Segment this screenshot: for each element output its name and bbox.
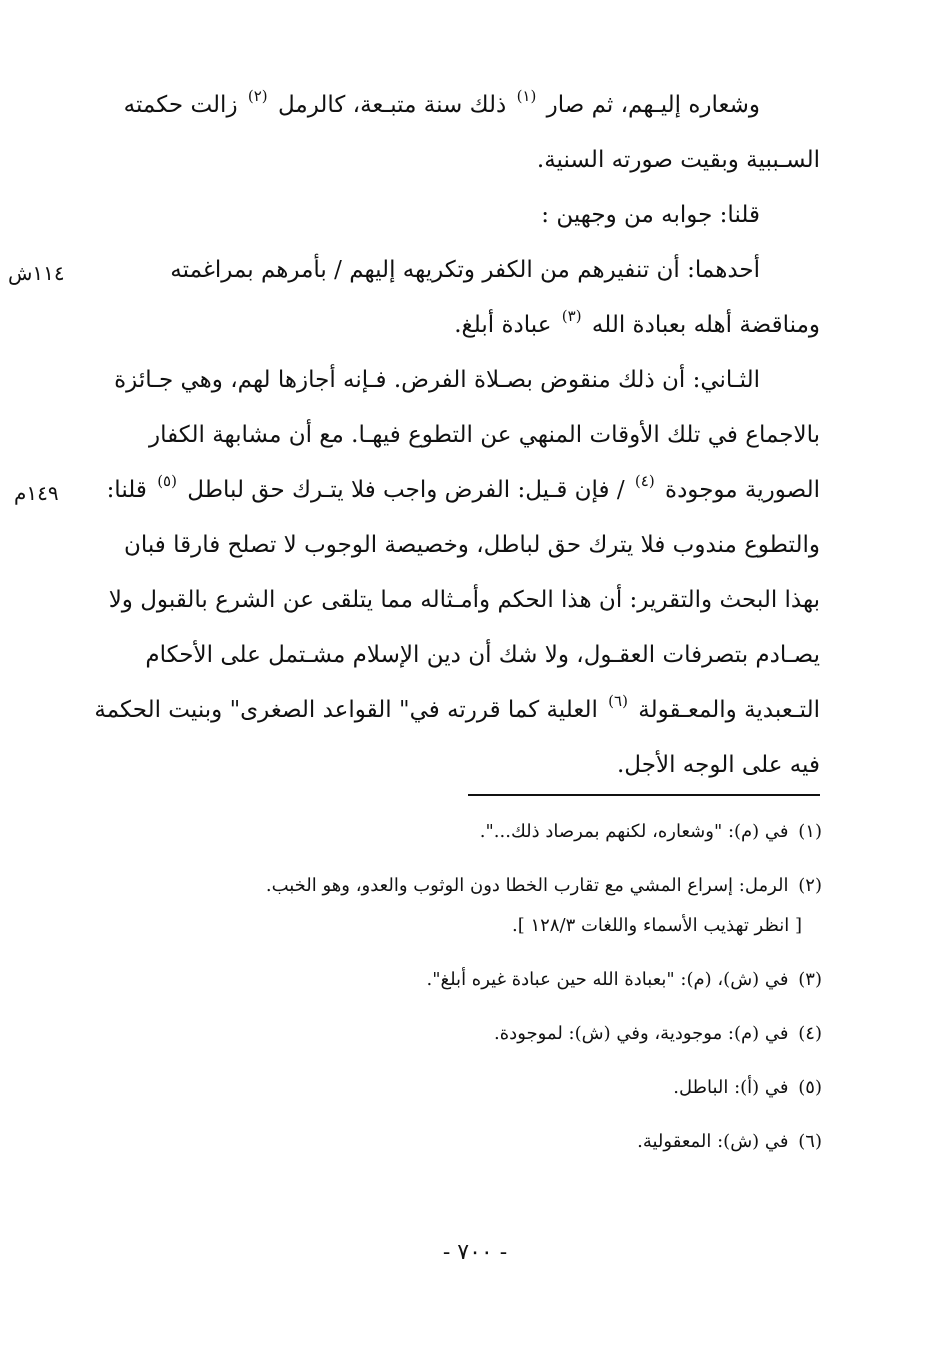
paragraph-1 bbox=[84, 78, 820, 188]
footnote-5-text: في (أ): الباطل. bbox=[673, 1077, 789, 1098]
footnote-ref-6: (٦) bbox=[608, 692, 628, 711]
footnote-2-continuation: [ انظر تهذيب الأسماء واللغات ١٢٨/٣ ]. bbox=[512, 915, 802, 936]
main-text bbox=[84, 78, 820, 793]
footnote-divider bbox=[468, 794, 820, 796]
paragraph-3-text-a: أحدهما: أن تنفيرهم من الكفر وتكريهه إليهم / بأمرهم بمراغمته ومناقضة أهله بعبادة الله bbox=[170, 257, 820, 338]
footnote-1-text: في (م): "وشعاره، لكنهم بمرصاد ذلك...". bbox=[479, 821, 789, 842]
paragraph-4-text-c: قلنا: والتطوع مندوب فلا يترك حق لباطل، وخصيصة الوجوب لا تصلح فارقا فبان بهذا البحث والتقرير: أن هذا الحكم وأمـثاله مما يتلقى عن الشرع بالقبول ولا يصـادم بتصرفات العقـول، ولا شك أن دين الإسلام مشـتمل على الأحكام التـعبدية والمعـقولة bbox=[106, 477, 820, 723]
paragraph-4-text-a: الثـاني: أن ذلك منقوض بصـلاة الفرض. فـإنه أجازها لهم، وهي جـائزة بالاجماع في تلك الأوقات المنهي عن التطوع فيهـا. مع أن مشابهة الكفار الصورية موجودة bbox=[114, 367, 820, 503]
paragraph-2-text: قلنا: جوابه من وجهين : bbox=[541, 202, 760, 228]
footnote-3-number: (٣) bbox=[798, 969, 822, 990]
paragraph-4 bbox=[84, 353, 820, 793]
footnote-ref-5: (٥) bbox=[157, 472, 177, 491]
footnote-1 bbox=[122, 815, 822, 849]
paragraph-1-text-c: زالت حكمته السـببية وبقيت صورته السنية. bbox=[123, 92, 820, 173]
paragraph-3-text-b: عبادة أبلغ. bbox=[454, 312, 552, 338]
paragraph-4-text-b: / فإن قـيل: الفرض واجب فلا يتـرك حق لباطل bbox=[187, 477, 625, 503]
footnote-6-text: في (ش): المعقولية. bbox=[637, 1131, 789, 1152]
footnote-2-number: (٢) bbox=[798, 875, 822, 896]
page-number: - ٧٠٠ - bbox=[442, 1240, 508, 1265]
footnote-3 bbox=[122, 963, 822, 997]
footnote-5-number: (٥) bbox=[798, 1077, 822, 1098]
footnote-ref-4: (٤) bbox=[634, 472, 655, 491]
paragraph-2 bbox=[84, 188, 820, 243]
paragraph-1-text-b: ذلك سنة متبـعة، كالرمل bbox=[277, 92, 507, 118]
margin-note-folio-m: ١٤٩م bbox=[14, 481, 59, 505]
footnote-4-number: (٤) bbox=[798, 1023, 822, 1044]
footnote-1-number: (١) bbox=[798, 821, 822, 842]
footnote-4 bbox=[122, 1017, 822, 1051]
footnote-ref-2: (٢) bbox=[247, 87, 268, 106]
footnotes bbox=[122, 815, 822, 1179]
paragraph-4-text-d: العلية كما قررته في" القواعد الصغرى" وبنيت الحكمة فيه على الوجه الأجل. bbox=[94, 697, 820, 778]
margin-note-folio-sh: ١١٤ش bbox=[8, 261, 65, 285]
paragraph-1-text-a: وشعاره إليـهم، ثم صار bbox=[546, 92, 760, 118]
footnote-5 bbox=[122, 1071, 822, 1105]
footnote-3-text: في (ش)، (م): "بعبادة الله حين عبادة غيره أبلغ". bbox=[426, 969, 789, 990]
footnote-ref-1: (١) bbox=[516, 87, 537, 106]
footnote-6-number: (٦) bbox=[798, 1131, 822, 1152]
footnote-4-text: في (م): موجودية، وفي (ش): لموجودة. bbox=[494, 1023, 789, 1044]
footnote-ref-3: (٣) bbox=[561, 307, 582, 326]
footnote-6 bbox=[122, 1125, 822, 1159]
footnote-2-text: الرمل: إسراع المشي مع تقارب الخطا دون الوثوب والعدو، وهو الخبب. bbox=[265, 875, 789, 896]
paragraph-3 bbox=[84, 243, 820, 353]
footnote-2 bbox=[122, 869, 822, 903]
